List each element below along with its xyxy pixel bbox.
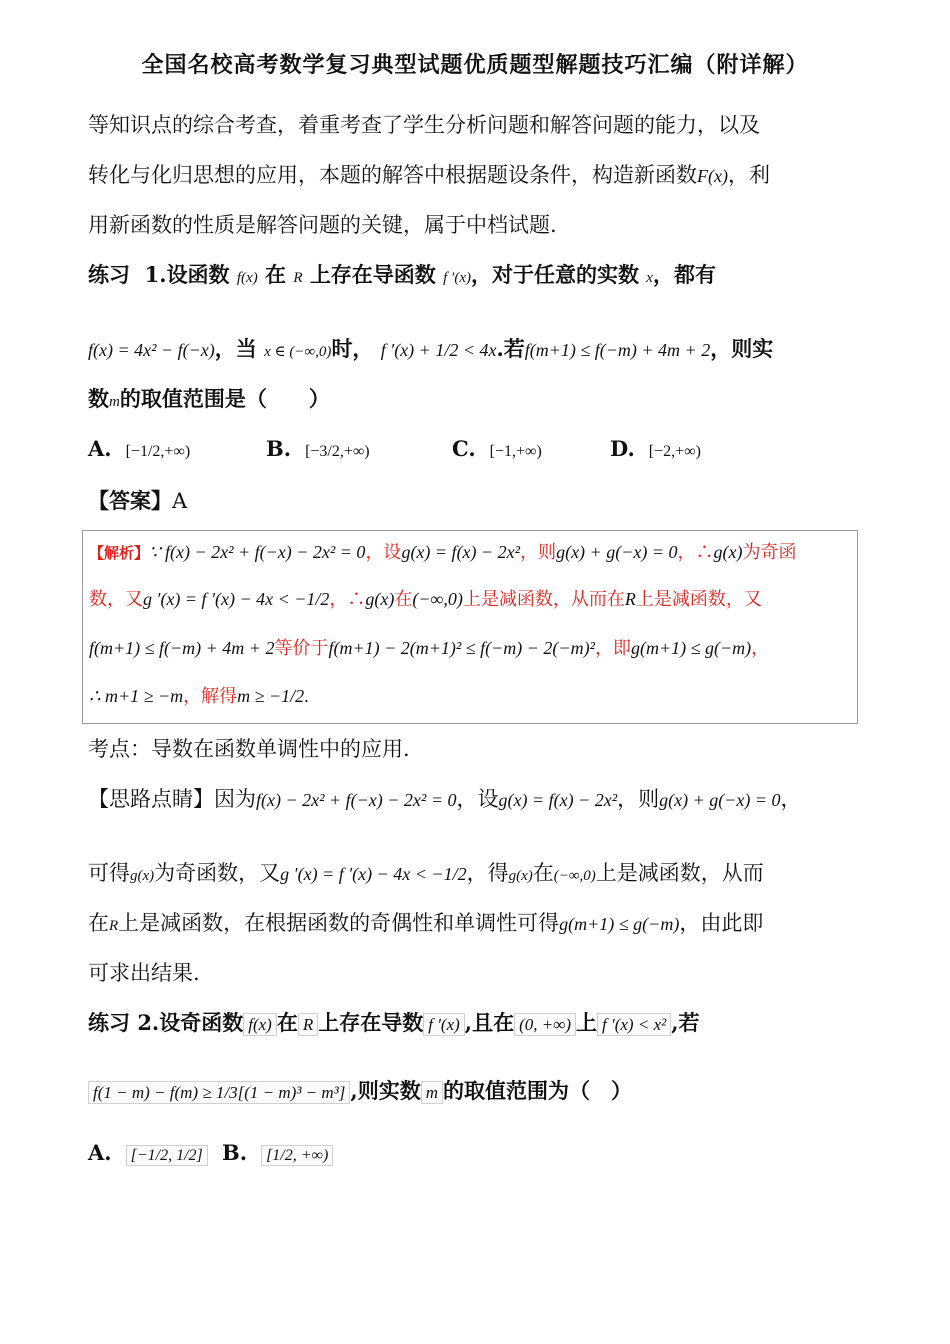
analysis-text: 上是减函数，又: [635, 589, 762, 609]
ex2-option-a[interactable]: [88, 1140, 208, 1165]
analysis-text: ，∴: [677, 542, 714, 562]
analysis-math: g(x): [713, 542, 743, 562]
ex2-math: (0, +∞): [514, 1013, 576, 1036]
silu-text: 为奇函数，又: [154, 861, 281, 885]
silu-text: 可得: [88, 861, 130, 885]
silu-text: ，则: [617, 787, 660, 811]
ex2-text: ,若: [671, 1010, 700, 1035]
ex2-text: ,则实数: [350, 1078, 421, 1103]
ex1-text: ，则实: [710, 336, 774, 361]
analysis-line-3: [89, 635, 769, 661]
option-a[interactable]: [88, 436, 190, 461]
exercise-1-line-3: [88, 384, 868, 417]
intro-math-F: F(x): [697, 166, 728, 186]
option-b[interactable]: [266, 436, 370, 461]
analysis-text: ，解得: [183, 686, 238, 706]
exercise-1-line-2: [88, 334, 868, 367]
intro-text-2a: 转化与化归思想的应用，本题的解答中根据题设条件，构造新函数: [88, 163, 697, 187]
silu-math: g(m+1) ≤ g(−m): [559, 914, 680, 934]
ex2-math: f(x): [243, 1013, 277, 1036]
silu-text: 在: [88, 911, 109, 935]
analysis-math: f(m+1) ≤ f(−m) + 4m + 2: [89, 638, 275, 658]
analysis-math: m ≥ −1/2: [237, 686, 305, 706]
answer-value: A: [172, 489, 188, 513]
silu-text: ，得: [466, 861, 509, 885]
silu-line-2: [88, 858, 868, 891]
silu-line-1: [88, 784, 868, 815]
analysis-text: .: [304, 686, 309, 706]
intro-line-3: [88, 210, 868, 240]
analysis-text: 数，又: [89, 589, 143, 609]
analysis-text: ，即: [594, 638, 631, 658]
intro-text-1: 等知识点的综合考查，着重考查了学生分析问题和解答问题的能力，以及: [88, 113, 760, 137]
analysis-line-2: [89, 586, 762, 612]
ex2-text: ,且在: [464, 1010, 515, 1035]
silu-text: ，设: [456, 787, 499, 811]
exercise-2-line-1: [88, 1008, 868, 1040]
ex1-text: 数: [88, 386, 109, 411]
ex1-math-interval: x ∈ (−∞,0): [264, 344, 332, 360]
intro-line-2: [88, 160, 868, 191]
ex2-math: f ′(x): [423, 1013, 465, 1036]
ex2-text: 在: [276, 1010, 298, 1035]
kaodian-line: [88, 734, 868, 764]
intro-text-2b: ，利: [727, 163, 770, 187]
option-a-value: [−1/2,+∞): [125, 443, 191, 460]
analysis-line-1: [89, 539, 796, 566]
analysis-text: ，: [751, 638, 770, 658]
silu-text: 在: [532, 861, 554, 885]
ex2-text: 的取值范围为（ ）: [442, 1078, 632, 1103]
analysis-text: 为奇函: [742, 542, 797, 562]
ex1-text: ，对于任意的实数: [470, 262, 639, 287]
ex1-text: ，都有: [652, 262, 716, 287]
silu-text: 可求出结果.: [88, 961, 200, 985]
ex1-text: ，当: [214, 336, 257, 361]
analysis-math: g(x) + g(−x) = 0: [556, 542, 678, 562]
option-c[interactable]: [452, 436, 542, 461]
silu-line-3: [88, 908, 868, 941]
analysis-text: 上是减函数，从而在: [462, 589, 625, 609]
exercise-1-number: 1.: [144, 262, 167, 287]
analysis-tag: 【解析】: [89, 544, 150, 562]
ex1-text: .若: [496, 336, 525, 361]
intro-text-3: 用新函数的性质是解答问题的关键，属于中档试题.: [88, 213, 557, 237]
silu-line-4: [88, 958, 868, 988]
answer-label: 【答案】: [88, 488, 172, 513]
silu-math: R: [109, 918, 119, 934]
ex1-math-condition: f(x) = 4x² − f(−x): [88, 340, 215, 360]
silu-math: g ′(x) = f ′(x) − 4x < −1/2: [280, 864, 467, 884]
silu-text: ，: [780, 787, 802, 811]
ex1-math-m: m: [109, 394, 120, 410]
analysis-math: g ′(x) = f ′(x) − 4x < −1/2: [143, 589, 330, 609]
silu-text: 上是减函数，在根据函数的奇偶性和单调性可得: [118, 911, 560, 935]
option-b-label: B.: [266, 436, 292, 461]
analysis-box: [82, 530, 858, 724]
ex2-option-a-label: A.: [88, 1140, 112, 1165]
silu-math: f(x) − 2x² + f(−x) − 2x² = 0: [256, 790, 457, 810]
exercise-2-line-2: [88, 1076, 868, 1108]
silu-math: g(x) = f(x) − 2x²: [498, 790, 618, 810]
ex2-option-b-value: [1/2, +∞): [261, 1145, 333, 1166]
ex2-math: m: [421, 1081, 443, 1104]
ex1-text: 的取值范围是（ ）: [119, 386, 330, 411]
ex1-text: 上存在导函数: [309, 262, 436, 287]
ex1-math-x: x: [646, 270, 653, 286]
ex2-math-inequality: f(1 − m) − f(m) ≥ 1/3[(1 − m)³ − m³]: [88, 1081, 350, 1104]
silu-text: 因为: [214, 787, 256, 811]
analysis-math: g(x): [365, 589, 395, 609]
analysis-math: (−∞,0): [412, 589, 463, 609]
ex1-math-fprime: f ′(x): [443, 270, 471, 286]
analysis-math: g(x) = f(x) − 2x²: [401, 542, 521, 562]
ex2-math: R: [298, 1013, 318, 1036]
analysis-math: g(m+1) ≤ g(−m): [630, 638, 752, 658]
exercise-1-line-1: [88, 260, 868, 293]
silu-math: g(x): [130, 868, 155, 884]
ex2-math: f ′(x) < x²: [597, 1013, 671, 1036]
option-b-value: [−3/2,+∞): [305, 443, 370, 460]
analysis-math: ∵ f(x) − 2x² + f(−x) − 2x² = 0: [149, 542, 366, 562]
ex1-text: 设函数: [166, 262, 230, 287]
analysis-line-4: [89, 683, 309, 709]
analysis-text: ，设: [365, 542, 402, 562]
ex2-text: 上存在导数: [318, 1010, 424, 1035]
silu-math: (−∞,0): [553, 868, 596, 884]
option-d-label: D.: [610, 436, 635, 461]
ex1-math-R: R: [293, 270, 303, 286]
option-c-value: [−1,+∞): [489, 443, 542, 460]
analysis-text: ，则: [520, 542, 557, 562]
analysis-text: 在: [394, 589, 413, 609]
option-d[interactable]: [610, 436, 701, 461]
silu-text: 上是减函数，从而: [595, 861, 764, 885]
analysis-math: ∴ m+1 ≥ −m: [89, 686, 184, 706]
silu-tag: 【思路点睛】: [88, 787, 214, 811]
ex2-text: 设奇函数: [159, 1010, 244, 1035]
ex1-text: 时，: [331, 336, 374, 361]
ex2-option-b[interactable]: [222, 1140, 333, 1165]
exercise-1-label: 练习: [88, 262, 130, 287]
ex2-option-a-value: [−1/2, 1/2]: [126, 1145, 208, 1166]
silu-math: g(x) + g(−x) = 0: [659, 790, 781, 810]
option-a-label: A.: [88, 436, 112, 461]
exercise-2-label: 练习: [88, 1010, 130, 1035]
ex1-text: 在: [265, 262, 287, 287]
kaodian-text: 考点：导数在函数单调性中的应用.: [88, 737, 410, 761]
analysis-text: 等价于: [274, 638, 329, 658]
option-d-value: [−2,+∞): [648, 443, 701, 460]
ex1-math-derivative: f ′(x) + 1/2 < 4x: [380, 340, 497, 360]
silu-math: g(x): [508, 868, 533, 884]
option-c-label: C.: [452, 436, 476, 461]
intro-line-1: [88, 110, 868, 140]
answer-line: [88, 486, 868, 516]
analysis-math: R: [624, 589, 636, 609]
exercise-2-number: 2.: [137, 1010, 160, 1035]
ex1-math-fx: f(x): [236, 270, 258, 286]
analysis-text: ，∴: [329, 589, 366, 609]
ex2-option-b-label: B.: [222, 1140, 248, 1165]
silu-text: ，由此即: [679, 911, 764, 935]
page-title: 全国名校高考数学复习典型试题优质题型解题技巧汇编（附详解）: [141, 52, 809, 78]
analysis-math: f(m+1) − 2(m+1)² ≤ f(−m) − 2(−m)²: [328, 638, 595, 658]
ex2-text: 上: [576, 1010, 598, 1035]
ex1-math-inequality: f(m+1) ≤ f(−m) + 4m + 2: [524, 340, 711, 360]
